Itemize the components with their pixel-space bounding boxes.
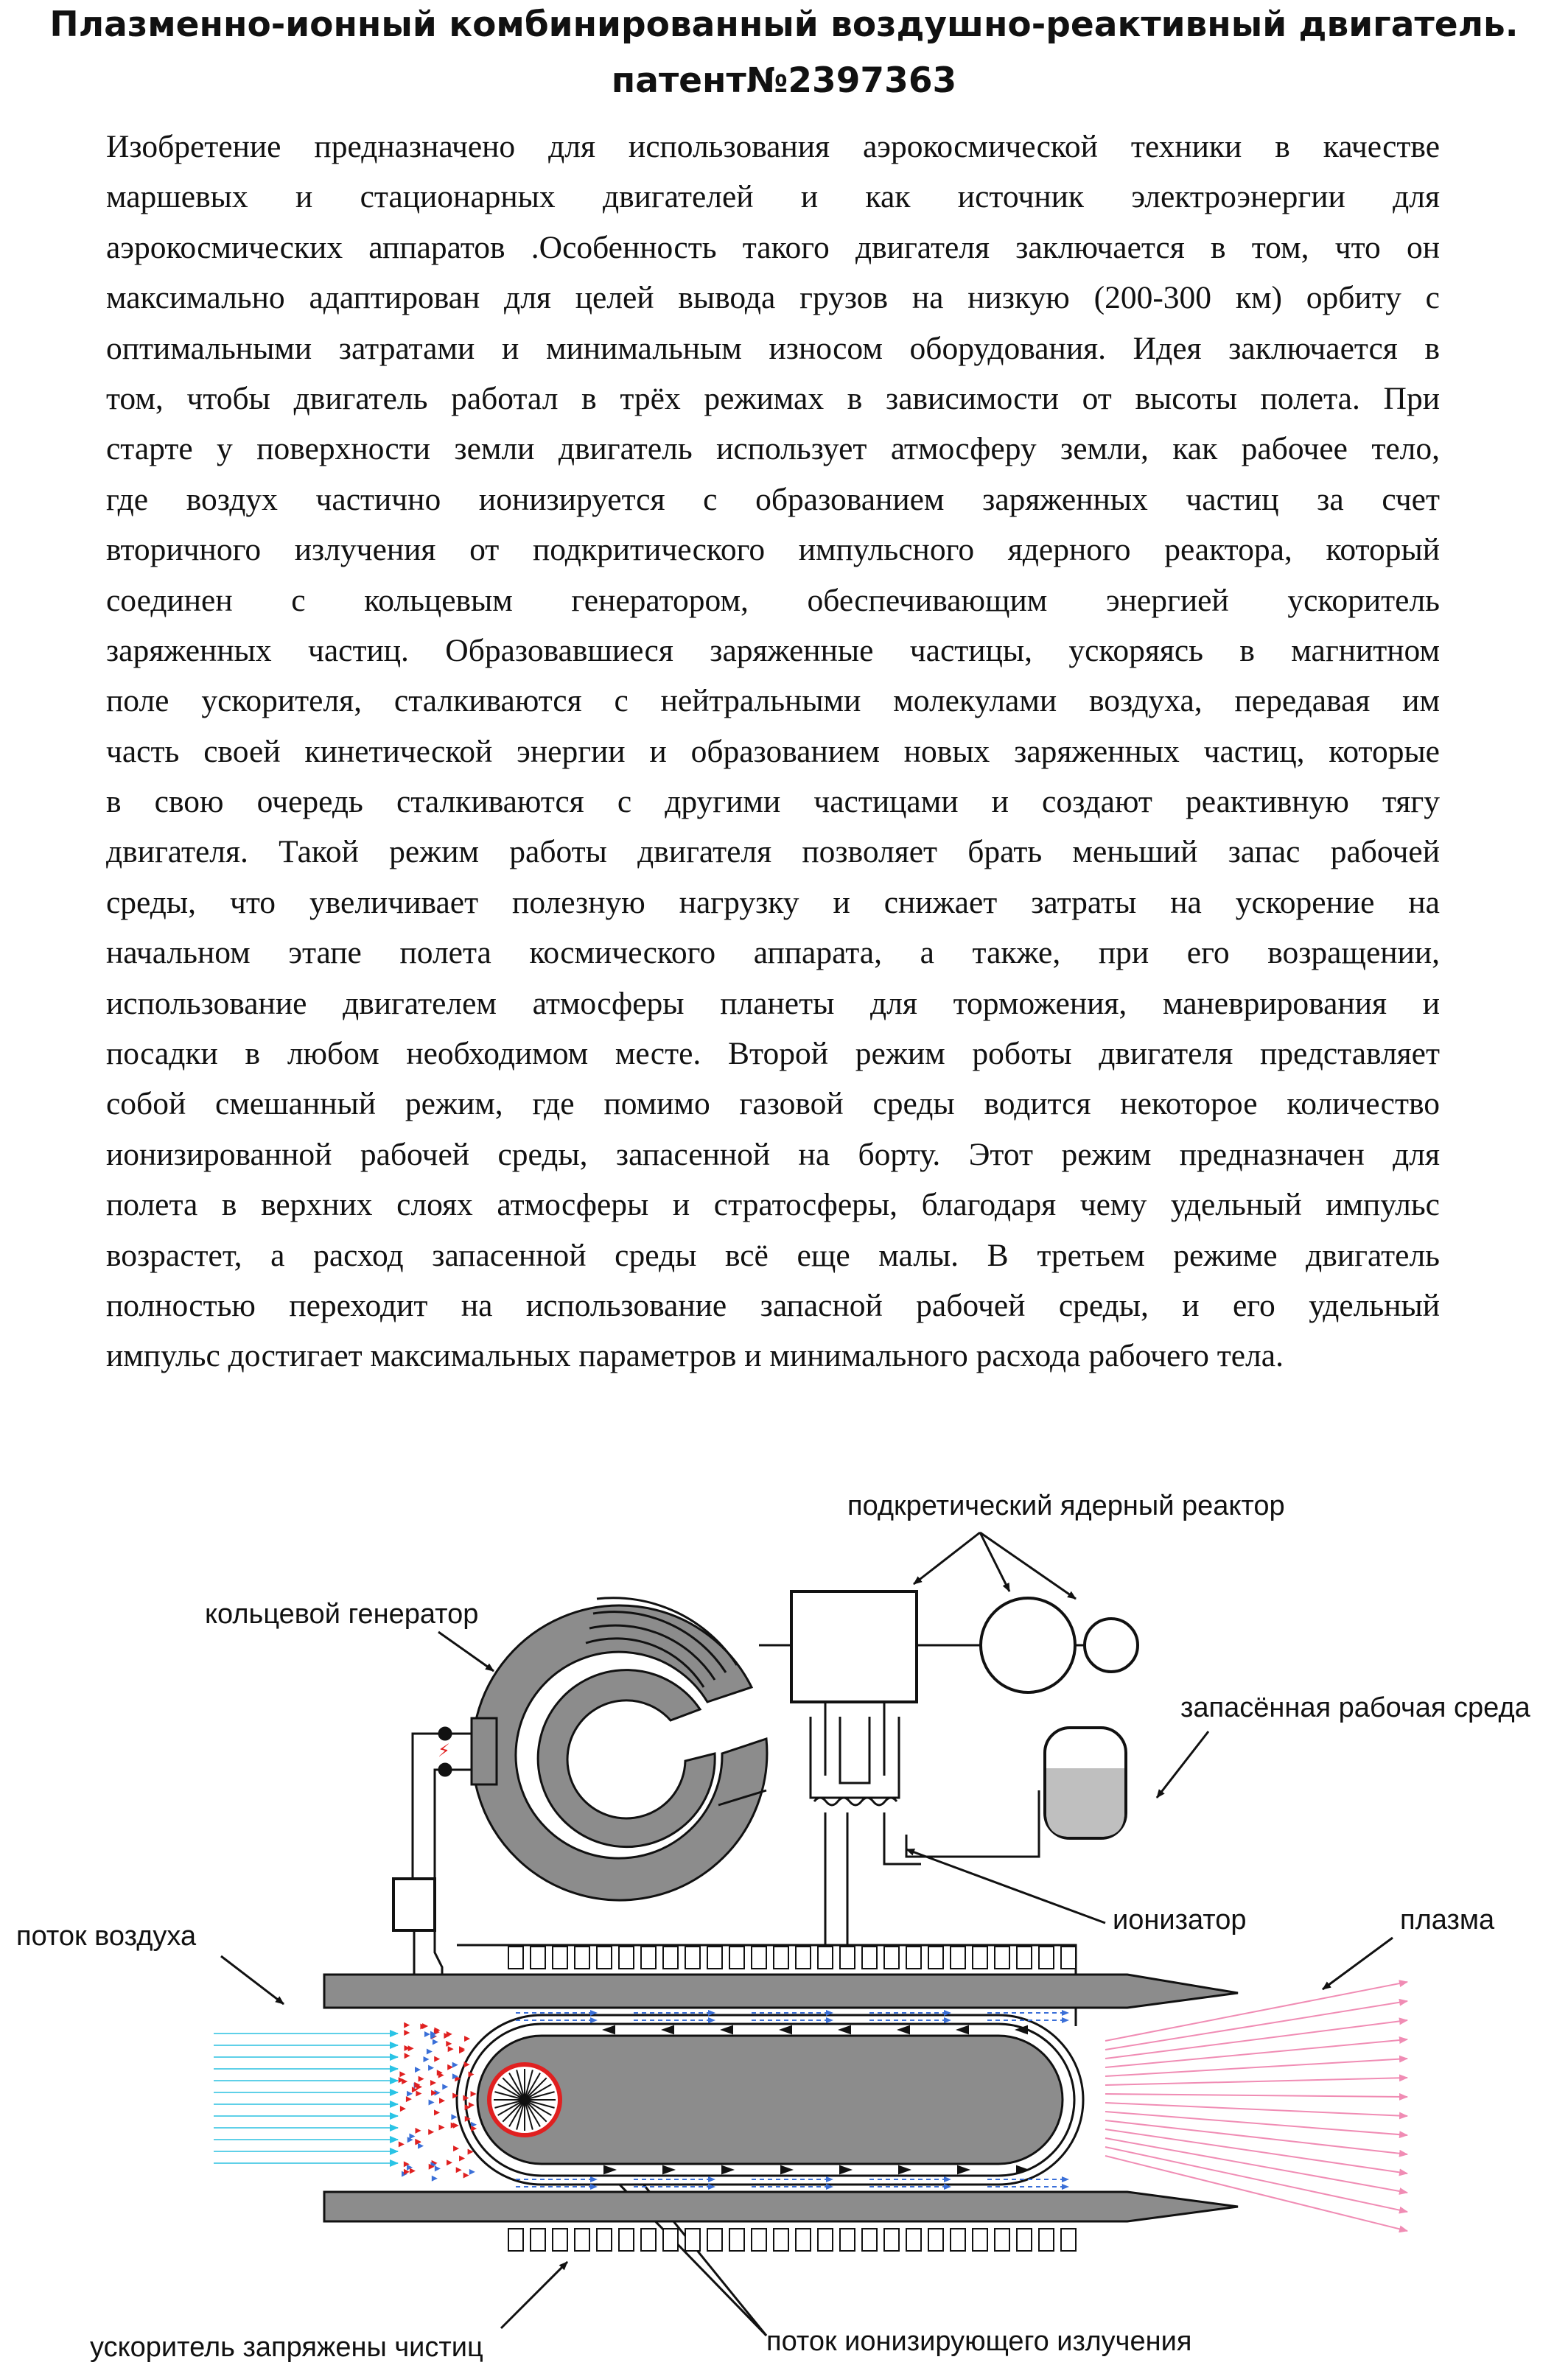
body-line: максимально адаптирован для целей вывода грузов на низкую (200-300 км) орбиту с — [106, 280, 1440, 316]
plasma-flow-lines — [1105, 1982, 1407, 2231]
label-generator: кольцевой генератор — [205, 1599, 479, 1630]
coil — [729, 1947, 744, 1969]
ring-generator — [472, 1598, 767, 1900]
plasma-flow-line — [1105, 2059, 1407, 2076]
coil — [729, 2229, 744, 2251]
generator-terminals — [413, 1728, 472, 1997]
coil — [818, 1947, 833, 1969]
particle — [406, 2096, 412, 2102]
coil — [840, 2229, 855, 2251]
storage-tank — [1045, 1728, 1126, 1838]
engine-diagram — [0, 1466, 1568, 2368]
coil — [663, 2229, 678, 2251]
coil — [685, 1947, 700, 1969]
coil — [641, 1947, 656, 1969]
coil — [995, 1947, 1009, 1969]
air-flow-lines — [214, 2034, 398, 2163]
control-box — [393, 1879, 435, 1930]
particle — [452, 2062, 458, 2068]
coil — [951, 1947, 965, 1969]
particle — [424, 2031, 430, 2037]
label-plasma: плазма — [1400, 1905, 1495, 1936]
body-line: двигателя. Такой режим работы двигателя позволяет брать меньший запас рабочей — [106, 834, 1440, 870]
particle — [399, 2141, 405, 2147]
coil — [553, 1947, 567, 1969]
plasma-flow-line — [1105, 2120, 1407, 2154]
particle — [416, 2091, 421, 2097]
coil — [1061, 1947, 1076, 1969]
body-line: маршевых и стационарных двигателей и как источник электроэнергии для — [106, 179, 1440, 215]
particle — [435, 2165, 441, 2171]
body-line: использование двигателем атмосферы планеты для торможения, маневрирования и — [106, 985, 1440, 1021]
plasma-flow-line — [1105, 2078, 1407, 2085]
coil — [906, 2229, 921, 2251]
body-line: полностью переходит на использование запасной рабочей среды, и его удельный — [106, 1287, 1440, 1323]
body-line: часть своей кинетической энергии и образованием новых заряженных частиц, которые — [106, 733, 1440, 769]
engine-lower-wall — [324, 2192, 1238, 2221]
body-line: старте у поверхности земли двигатель использует атмосферу земли, как рабочее тело, — [106, 431, 1440, 467]
label-radiation: поток ионизирующего излучения — [766, 2326, 1192, 2357]
label-storage: запасённая рабочая среда — [1180, 1692, 1530, 1723]
coil — [995, 2229, 1009, 2251]
coil — [774, 1947, 788, 1969]
accelerator-coils-top — [508, 1947, 1076, 1969]
ionizer — [811, 1702, 1039, 1952]
coil — [752, 1947, 766, 1969]
coil — [508, 2229, 523, 2251]
coil — [818, 2229, 833, 2251]
particle — [418, 2143, 424, 2149]
coil — [575, 2229, 589, 2251]
coil — [553, 2229, 567, 2251]
coil — [619, 1947, 634, 1969]
particle — [428, 2065, 434, 2071]
plasma-flow-line — [1105, 2112, 1407, 2135]
particle — [432, 2176, 438, 2182]
coil — [951, 2229, 965, 2251]
plasma-flow-line — [1105, 2138, 1407, 2193]
body-line: начальном этапе полета космического аппарата, а также, при его возращении, — [106, 935, 1440, 971]
particle — [439, 2098, 445, 2103]
particle — [429, 2099, 435, 2105]
particle — [422, 2023, 428, 2029]
coil — [862, 1947, 877, 1969]
reactor-block — [791, 1591, 917, 1702]
engine-upper-wall — [324, 1975, 1238, 2008]
particle — [428, 2129, 434, 2135]
body-line: полета в верхних слоях атмосферы и стратосферы, благодаря чему удельный импульс — [106, 1187, 1440, 1223]
particle — [407, 2091, 413, 2097]
particle — [456, 2167, 462, 2173]
label-accelerator: ускоритель запряжены чистиц — [90, 2332, 483, 2363]
particle — [447, 2159, 452, 2165]
patent-number: патент№2397363 — [611, 60, 957, 101]
body-line: где воздух частично ионизируется с образованием заряженных частиц за счет — [106, 481, 1440, 517]
body-line: соединен с кольцевым генератором, обеспечивающим энергией ускоритель — [106, 582, 1440, 618]
label-reactor: подкретический ядерный реактор — [847, 1490, 1285, 1521]
coil — [1039, 2229, 1054, 2251]
coil — [1017, 2229, 1032, 2251]
particle — [419, 2076, 424, 2082]
body-line: Изобретение предназначено для использования аэрокосмической техники в качестве — [106, 129, 1440, 164]
particle — [446, 2041, 452, 2047]
reactor-sphere-small — [1085, 1619, 1138, 1672]
particle — [424, 2056, 430, 2062]
coil — [641, 2229, 656, 2251]
coil — [973, 2229, 987, 2251]
body-line: посадки в любом необходимом месте. Второй режим роботы двигателя представляет — [106, 1036, 1440, 1072]
coil — [752, 2229, 766, 2251]
particle — [400, 2106, 406, 2112]
coil — [685, 2229, 700, 2251]
body-line: импульс достигает максимальных параметров и минимального расхода рабочего тела. — [106, 1338, 1284, 1374]
coil — [531, 2229, 545, 2251]
body-line: поле ускорителя, сталкиваются с нейтральными молекулами воздуха, передавая им — [106, 683, 1440, 719]
coil — [884, 1947, 899, 1969]
coil — [840, 1947, 855, 1969]
particle — [451, 2114, 457, 2120]
coil — [663, 1947, 678, 1969]
particle — [430, 2080, 436, 2086]
particle — [433, 2039, 438, 2045]
particle — [442, 2084, 448, 2089]
coil — [973, 1947, 987, 1969]
particle — [405, 2053, 410, 2059]
body-line: собой смешанный режим, где помимо газовой среды водится некоторое количество — [106, 1086, 1440, 1122]
label-air-flow: поток воздуха — [16, 1921, 197, 1952]
radiation-source — [489, 2064, 560, 2135]
coil — [796, 2229, 811, 2251]
particle — [410, 2168, 416, 2173]
particle — [464, 2036, 470, 2042]
plasma-flow-line — [1105, 2103, 1407, 2116]
particle — [463, 2173, 469, 2179]
coil — [928, 2229, 943, 2251]
body-line: среды, что увеличивает полезную нагрузку и снижает затраты на ускорение на — [106, 884, 1440, 920]
coil — [884, 2229, 899, 2251]
particle — [416, 2128, 421, 2134]
coil — [1017, 1947, 1032, 1969]
coil — [597, 2229, 612, 2251]
accelerator-coils-bottom — [508, 2229, 1076, 2251]
body-line: вторичного излучения от подкритического импульсного ядерного реактора, который — [106, 532, 1440, 568]
body-line: заряженных частиц. Образовавшиеся заряженные частицы, ускоряясь в магнитном — [106, 632, 1440, 668]
particle — [453, 2145, 459, 2151]
particle — [404, 2030, 410, 2036]
coil — [928, 1947, 943, 1969]
body-line: возрастет, а расход запасенной среды всё еще малы. В третьем режиме двигатель — [106, 1237, 1440, 1273]
svg-text:⚡: ⚡ — [438, 1740, 450, 1761]
coil — [1039, 1947, 1054, 1969]
body-line: в свою очередь сталкиваются с другими частицами и создают реактивную тягу — [106, 784, 1440, 820]
body-line: оптимальными затратами и минимальным износом оборудования. Идея заключается в — [106, 330, 1440, 366]
coil — [508, 1947, 523, 1969]
coil — [1061, 2229, 1076, 2251]
particle — [434, 2056, 440, 2062]
coil — [906, 1947, 921, 1969]
particle — [404, 2022, 410, 2028]
plasma-flow-line — [1105, 2094, 1407, 2097]
reactor-sphere-large — [981, 1598, 1075, 1692]
particle — [438, 2125, 444, 2131]
label-ionizer: ионизатор — [1113, 1905, 1247, 1936]
coil — [619, 2229, 634, 2251]
coil — [774, 2229, 788, 2251]
coil — [575, 1947, 589, 1969]
coil — [796, 1947, 811, 1969]
particle — [399, 2071, 405, 2077]
particle — [434, 2109, 440, 2115]
body-line: том, чтобы двигатель работал в трёх режимах в зависимости от высоты полета. При — [106, 380, 1440, 416]
particle — [469, 2169, 475, 2175]
body-line: ионизированной рабочей среды, запасенной на борту. Этот режим предназначен для — [106, 1136, 1440, 1172]
particle — [402, 2078, 407, 2084]
coil — [707, 2229, 722, 2251]
particle — [459, 2156, 465, 2162]
body-line: аэрокосмических аппаратов .Особенность такого двигателя заключается в том, что он — [106, 229, 1440, 265]
coil — [707, 1947, 722, 1969]
particle — [448, 2046, 454, 2052]
coil — [531, 1947, 545, 1969]
coil — [862, 2229, 877, 2251]
document-title: Плазменно-ионный комбинированный воздушно-реактивный двигатель. — [49, 4, 1519, 45]
body-paragraph — [106, 122, 1440, 1381]
coil — [597, 1947, 612, 1969]
particle — [427, 2048, 433, 2054]
particle — [415, 2067, 421, 2073]
